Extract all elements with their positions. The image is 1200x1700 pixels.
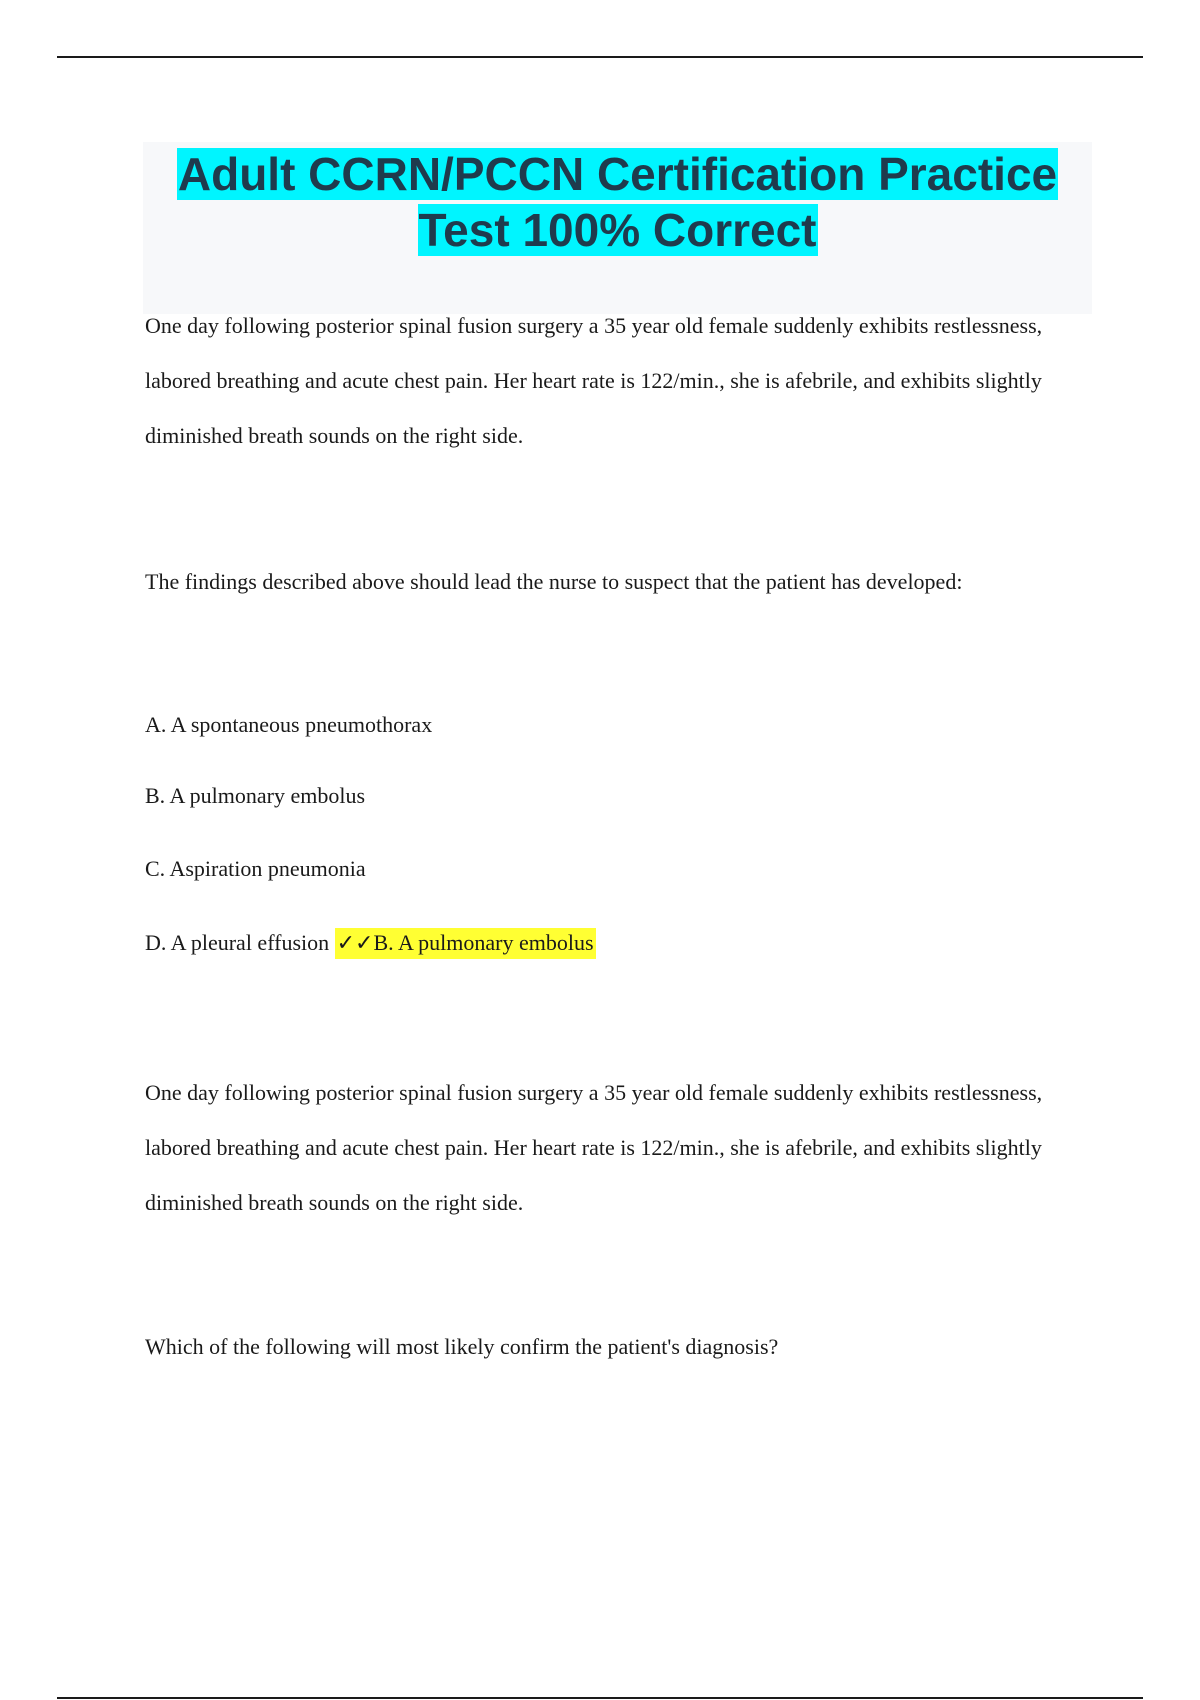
title-block (143, 142, 1092, 314)
question-2: Which of the following will most likely confirm the patient's diagnosis? (145, 1334, 779, 1359)
answer-text: B. A pulmonary embolus (373, 930, 594, 955)
document-title (143, 146, 1092, 258)
question-1: The findings described above should lead the nurse to suspect that the patient has developed: (145, 569, 963, 594)
option-a: A. A spontaneous pneumothorax (145, 712, 433, 737)
checkmark-icon: ✓✓ (336, 931, 374, 956)
option-d-with-answer (145, 928, 596, 959)
top-rule (57, 56, 1143, 58)
scenario-paragraph-1: One day following posterior spinal fusion surgery a 35 year old female suddenly exhibits restlessness, labored breathing and acute chest pain. Her heart rate is 122/min., she is afebrile, and exhibits slightly diminished breath sounds on the right side. (145, 313, 1043, 448)
title-line-2: Test 100% Correct (418, 204, 817, 256)
answer-highlight (335, 928, 596, 959)
title-line-1: Adult CCRN/PCCN Certification Practice (177, 148, 1058, 200)
option-c: C. Aspiration pneumonia (145, 856, 366, 881)
bottom-rule (57, 1697, 1143, 1699)
option-b: B. A pulmonary embolus (145, 783, 365, 808)
option-d: D. A pleural effusion (145, 930, 330, 955)
scenario-paragraph-2: One day following posterior spinal fusion surgery a 35 year old female suddenly exhibits restlessness, labored breathing and acute chest pain. Her heart rate is 122/min., she is afebrile, and exhibits slightly diminished breath sounds on the right side. (145, 1080, 1043, 1215)
